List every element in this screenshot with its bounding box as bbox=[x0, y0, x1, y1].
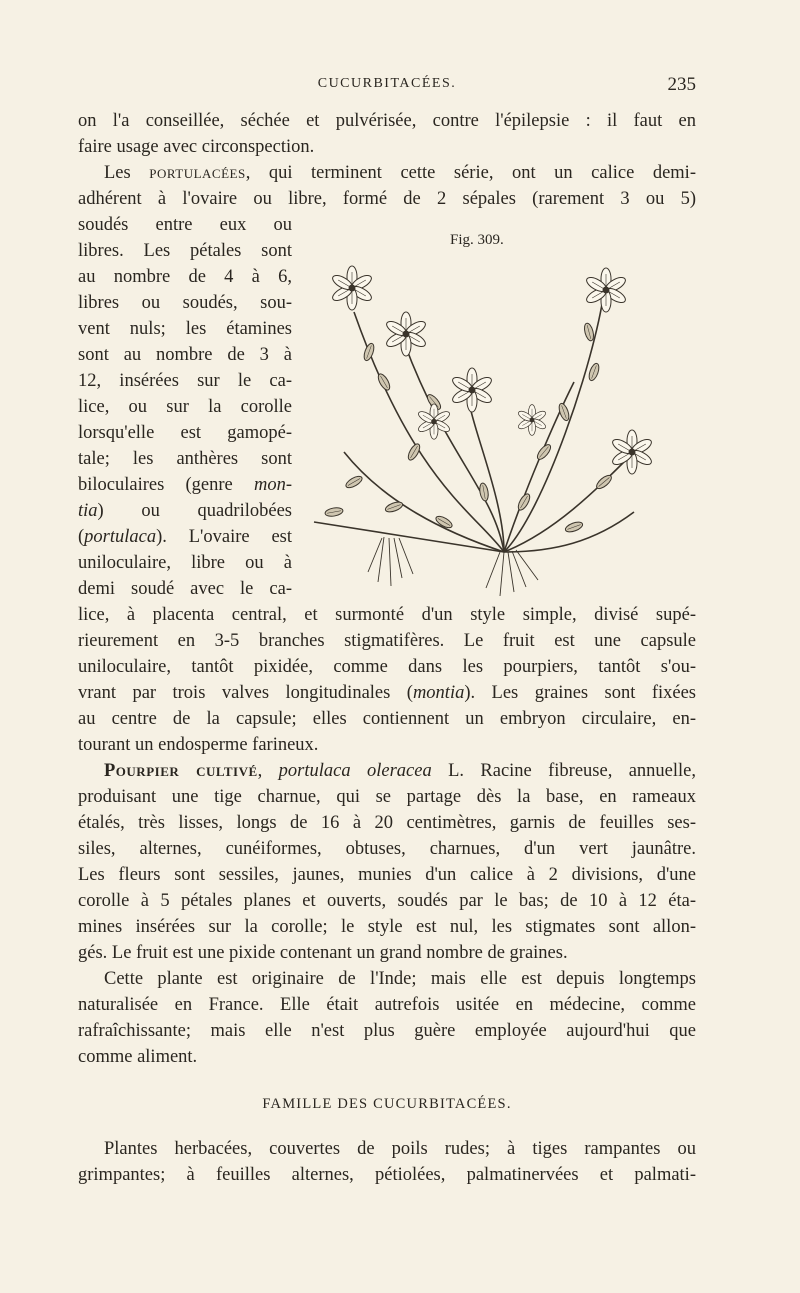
text-line: vrant par trois valves longitudinales (montia). Les graines sont fixées bbox=[78, 683, 696, 703]
text-line: soudés entre eux ou bbox=[78, 215, 292, 235]
text-line: faire usage avec circonspection. bbox=[78, 137, 315, 157]
text-line: gés. Le fruit est une pixide contenant un grand nombre de graines. bbox=[78, 943, 568, 963]
text-line: sont au nombre de 3 à bbox=[78, 345, 292, 365]
running-title: CUCURBITACÉES. bbox=[317, 76, 457, 91]
text-line: lice, ou sur la corolle bbox=[78, 397, 292, 417]
text-line: vent nuls; les étamines bbox=[78, 319, 292, 339]
species-term: Pourpier cultivé bbox=[104, 761, 258, 781]
text-line: adhérent à l'ovaire ou libre, formé de 2 sépales (rarement 3 ou 5) bbox=[78, 189, 696, 209]
text-line: uniloculaire, tantôt pixidée, comme dans les pourpiers, tantôt s'ou- bbox=[78, 657, 696, 677]
text-line: Plantes herbacées, couvertes de poils rudes; à tiges rampantes ou bbox=[104, 1139, 696, 1159]
text-line: grimpantes; à feuilles alternes, pétiolées, palmatinervées et palmati- bbox=[78, 1165, 696, 1185]
page-number: 235 bbox=[667, 74, 696, 95]
text-line: rieurement en 3-5 branches stigmatifères. Le fruit est une capsule bbox=[78, 631, 696, 651]
text-line: au nombre de 4 à 6, bbox=[78, 267, 292, 287]
text-line: uniloculaire, libre ou à bbox=[78, 553, 292, 573]
text-line: Les portulacées, qui terminent cette série, ont un calice demi- bbox=[104, 163, 696, 183]
text-line: (portulaca). L'ovaire est bbox=[78, 527, 292, 547]
text-line: libres. Les pétales sont bbox=[78, 241, 292, 261]
text-line: produisant une tige charnue, qui se partage dès la base, en rameaux bbox=[78, 787, 696, 807]
text-line: lice, à placenta central, et surmonté d'un style simple, divisé supé- bbox=[78, 605, 696, 625]
text-line: 12, insérées sur le ca- bbox=[78, 371, 292, 391]
text-line: tale; les anthères sont bbox=[78, 449, 292, 469]
text-line: on l'a conseillée, séchée et pulvérisée, contre l'épilepsie : il faut en bbox=[78, 111, 696, 131]
text-line: au centre de la capsule; elles contiennent un embryon circulaire, en- bbox=[78, 709, 696, 729]
text-line: demi soudé avec le ca- bbox=[78, 579, 292, 599]
text-line: lorsqu'elle est gamopé- bbox=[78, 423, 292, 443]
text-line: Cette plante est originaire de l'Inde; mais elle est depuis longtemps bbox=[104, 969, 696, 989]
text-line: naturalisée en France. Elle était autrefois usitée en médecine, comme bbox=[78, 995, 696, 1015]
text-line: comme aliment. bbox=[78, 1047, 198, 1067]
figure-caption: Fig. 309. bbox=[450, 232, 504, 248]
section-heading: FAMILLE DES CUCURBITACÉES. bbox=[262, 1096, 512, 1112]
text-line: Les fleurs sont sessiles, jaunes, munies d'un calice à 2 divisions, d'une bbox=[78, 865, 696, 885]
text-line: tourant un endosperme farineux. bbox=[78, 735, 319, 755]
text-line: rafraîchissante; mais elle n'est plus guère employée aujourd'hui que bbox=[78, 1021, 696, 1041]
family-name: portulacées bbox=[149, 163, 246, 183]
text-line: biloculaires (genre mon- bbox=[78, 475, 292, 495]
text-line: Pourpier cultivé, portulaca oleracea L. Racine fibreuse, annuelle, bbox=[104, 761, 696, 781]
plant-illustration bbox=[294, 252, 686, 602]
text-line: mines insérées sur la corolle; le style est nul, les stigmates sont allon- bbox=[78, 917, 696, 937]
text-line: étalés, très lisses, longs de 16 à 20 centimètres, garnis de feuilles ses- bbox=[78, 813, 696, 833]
running-head bbox=[78, 76, 696, 98]
text-line: libres ou soudés, sou- bbox=[78, 293, 292, 313]
latin-name: portulaca oleracea bbox=[278, 761, 432, 781]
text-line: siles, alternes, cunéiformes, obtuses, charnues, d'un vert jaunâtre. bbox=[78, 839, 696, 859]
text-line: corolle à 5 pétales planes et ouverts, soudés par le bas; de 10 à 12 éta- bbox=[78, 891, 696, 911]
text-line: tia) ou quadrilobées bbox=[78, 501, 292, 521]
